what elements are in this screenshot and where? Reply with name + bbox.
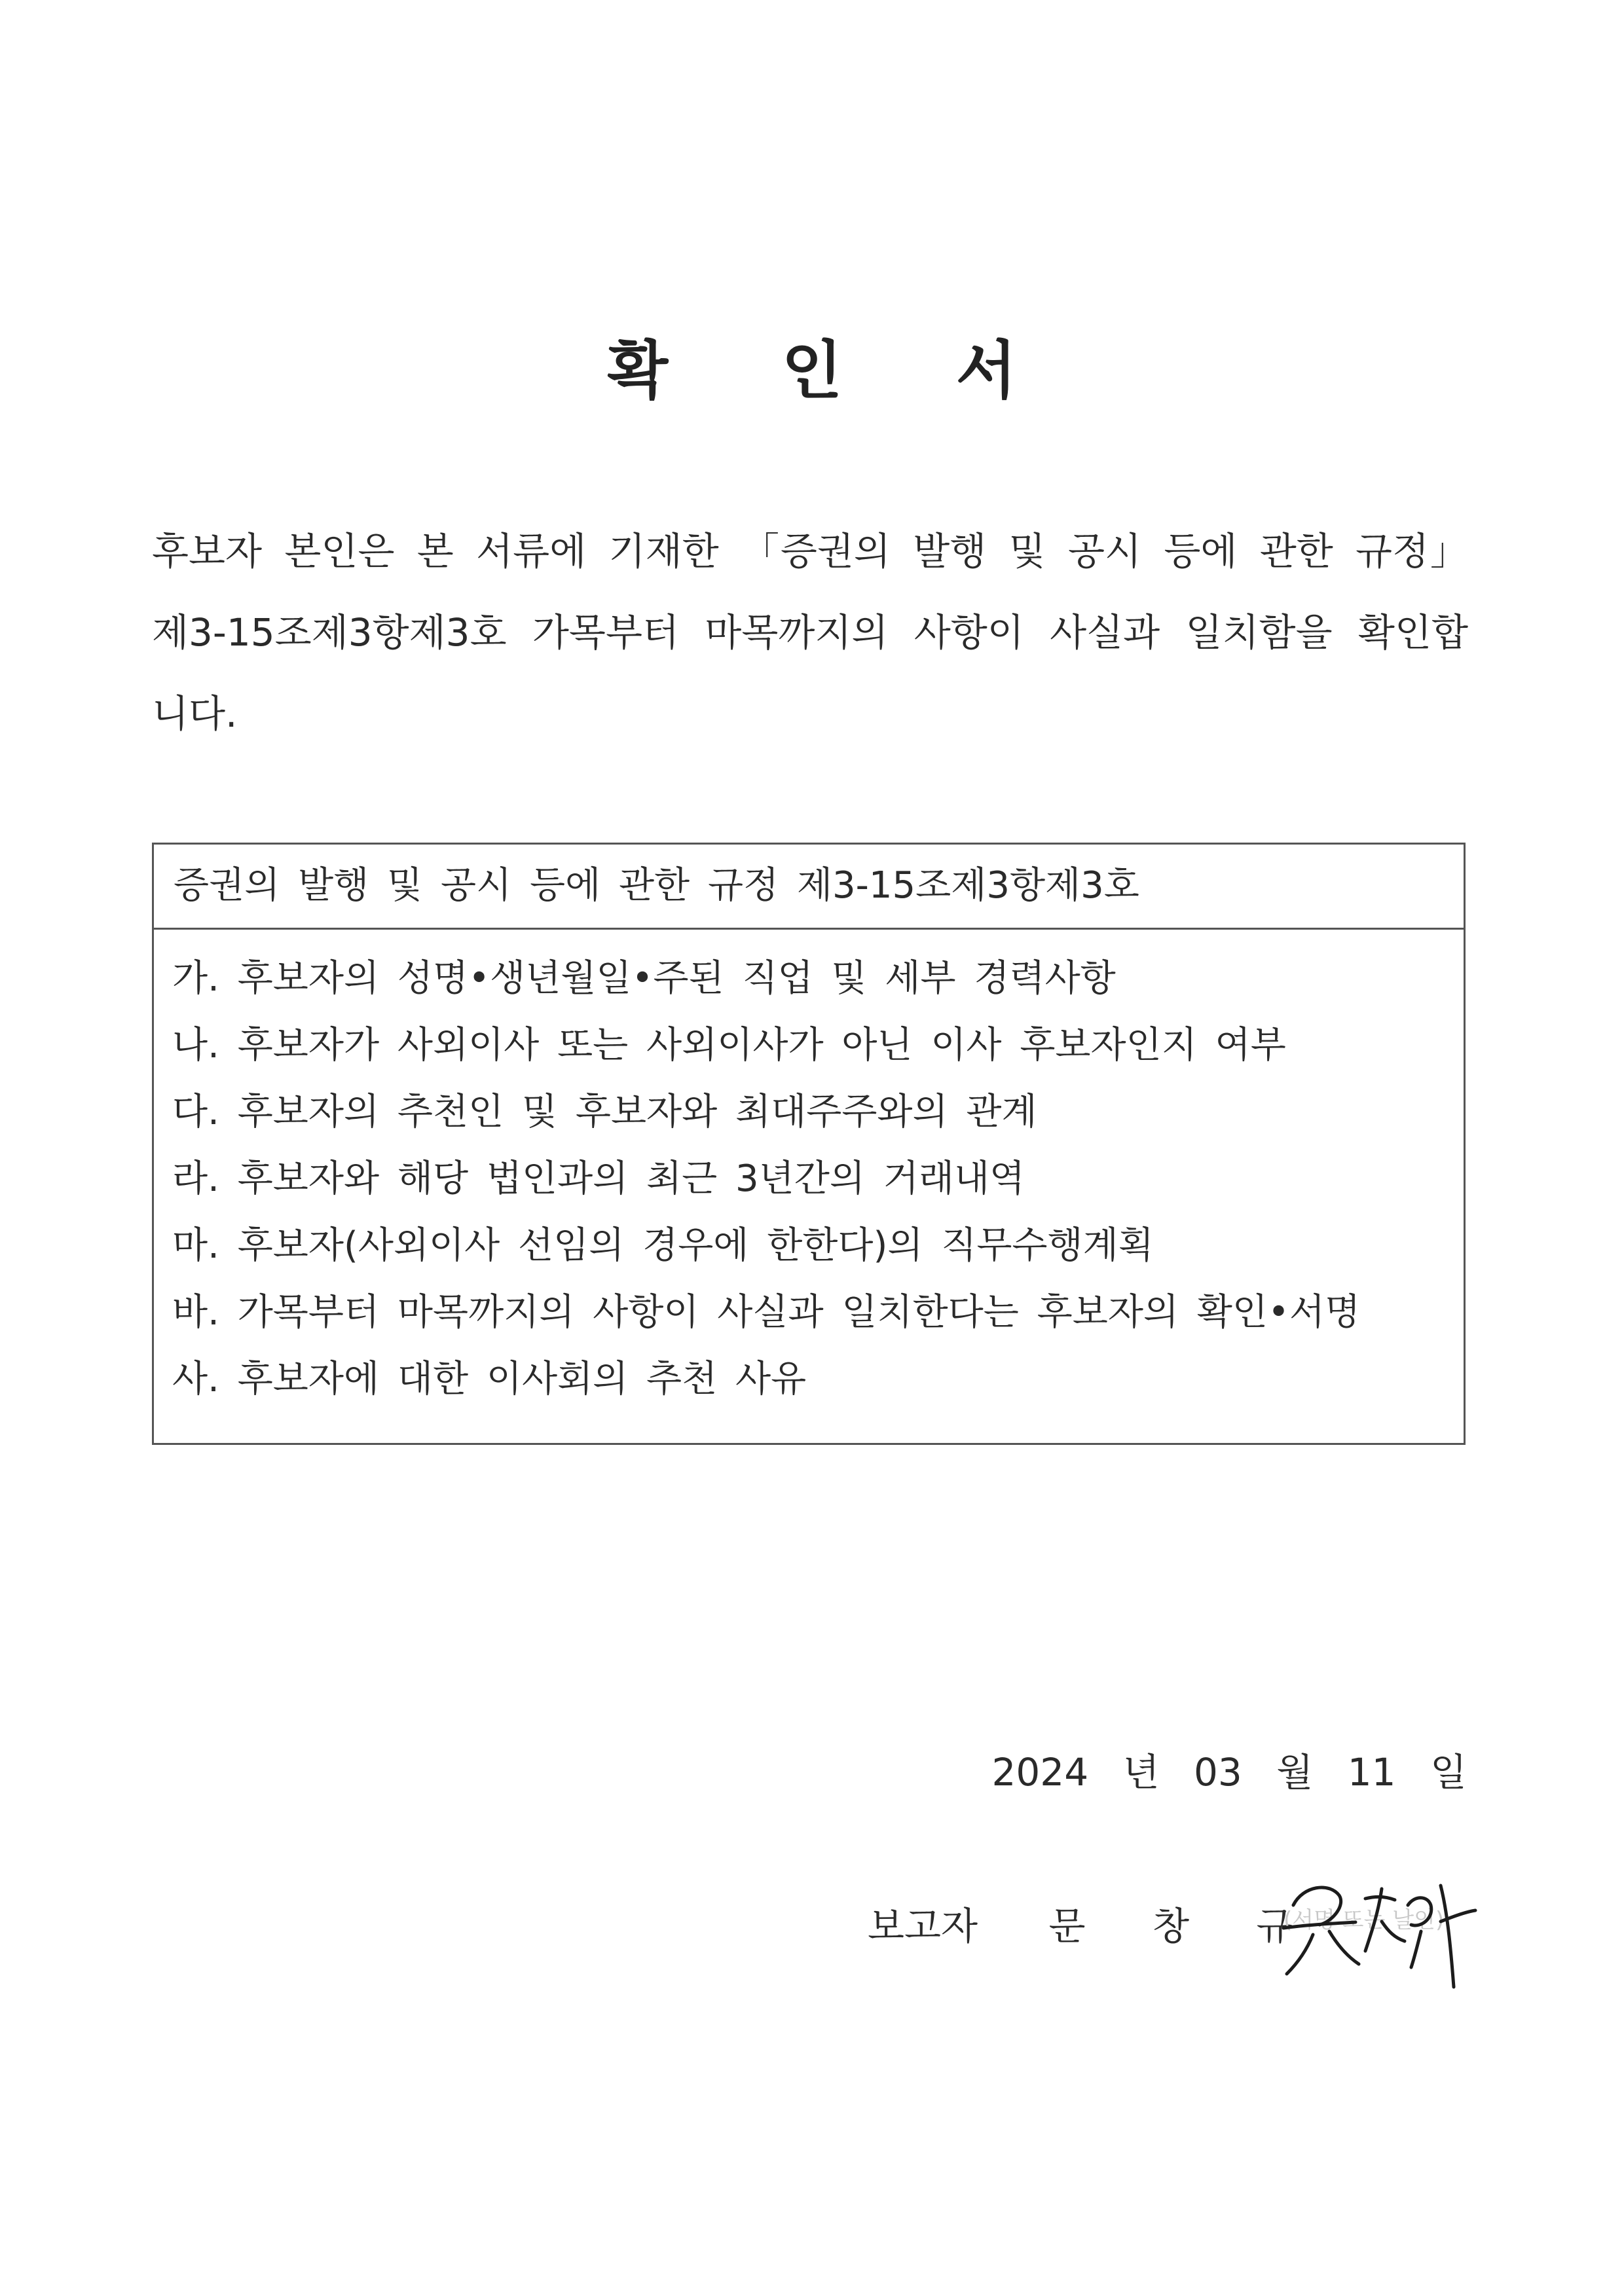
regulation-item: 나. 후보자가 사외이사 또는 사외이사가 아닌 이사 후보자인지 여부 [172, 1024, 1286, 1066]
date-month: 03 [1194, 1750, 1242, 1795]
intro-line: 니다. [152, 691, 238, 736]
reporter-name: 문 창 규 [1048, 1904, 1321, 1948]
regulation-item: 가. 후보자의 성명•생년월일•주된 직업 및 세부 경력사항 [172, 957, 1116, 1000]
regulation-box [152, 843, 1466, 1445]
regulation-header: 증권의 발행 및 공시 등에 관한 규정 제3-15조제3항제3호 [154, 845, 1464, 930]
intro-line: 후보자 본인은 본 서류에 기재한 「증권의 발행 및 공시 등에 관한 규정」 [152, 529, 1468, 574]
date-day: 11 [1347, 1750, 1396, 1795]
reporter-label: 보고자 [868, 1904, 978, 1948]
date-year: 2024 [991, 1750, 1089, 1795]
seal-hint: (서명 또는 날인) [1283, 1907, 1445, 1933]
regulation-item-list [154, 930, 1464, 1413]
date-day-unit: 일 [1430, 1750, 1467, 1795]
regulation-item: 라. 후보자와 해당 법인과의 최근 3년간의 거래내역 [172, 1157, 1025, 1200]
regulation-item: 마. 후보자(사외이사 선임의 경우에 한한다)의 직무수행계획 [172, 1224, 1154, 1267]
intro-line: 제3-15조제3항제3호 가목부터 마목까지의 사항이 사실과 일치함을 확인합 [152, 610, 1468, 655]
document-title: 확 인 서 [607, 334, 1063, 407]
regulation-item: 다. 후보자의 추천인 및 후보자와 최대주주와의 관계 [172, 1091, 1037, 1133]
regulation-item: 사. 후보자에 대한 이사회의 추천 사유 [172, 1358, 807, 1400]
intro-paragraph [152, 511, 1468, 754]
reporter-line [868, 1895, 1321, 1950]
date-month-unit: 월 [1276, 1750, 1314, 1795]
handwritten-signature [1267, 1859, 1483, 1997]
regulation-item: 바. 가목부터 마목까지의 사항이 사실과 일치한다는 후보자의 확인•서명 [172, 1291, 1361, 1334]
date-year-unit: 년 [1122, 1750, 1160, 1795]
document-date [991, 1741, 1467, 1796]
